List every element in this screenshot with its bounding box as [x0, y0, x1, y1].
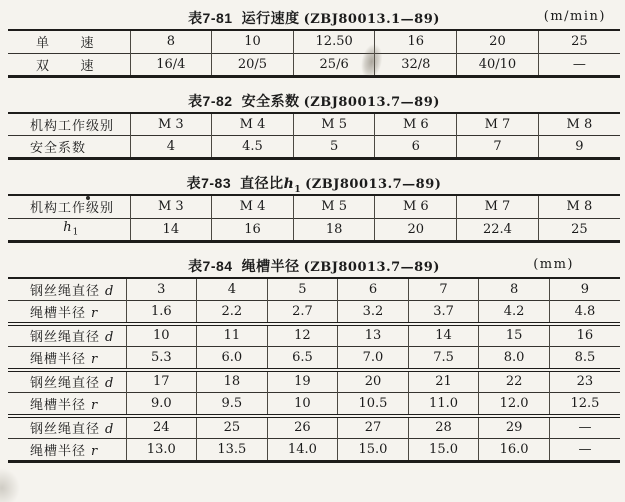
table-cell: 5.3	[126, 347, 197, 370]
table-row	[8, 218, 620, 241]
table-row	[8, 195, 620, 218]
table-cell: 16	[549, 324, 620, 347]
table-cell: 6.0	[197, 347, 268, 370]
table-cell: 16/4	[130, 53, 212, 76]
table-number: 表7-82	[188, 92, 233, 109]
row-label-text: 绳槽半径	[30, 305, 87, 321]
table-cell: 24	[126, 416, 197, 439]
table-cell: 4.2	[479, 301, 550, 324]
table-row	[8, 393, 620, 416]
table-cell: 21	[408, 370, 479, 393]
table-caption	[8, 91, 620, 108]
table-cell: 5	[267, 278, 338, 301]
row-label-char: 双	[36, 58, 50, 74]
table-rope-groove-radius	[8, 277, 620, 464]
row-label	[8, 113, 130, 136]
variable-base: r	[91, 305, 99, 321]
table-cell: M 5	[293, 195, 375, 218]
row-label-text: 钢丝绳直径	[30, 330, 101, 346]
table-row	[8, 136, 620, 159]
table-number: 表7-84	[188, 257, 233, 274]
variable-base: r	[91, 351, 99, 367]
row-label	[8, 136, 130, 159]
table-cell: 23	[549, 370, 620, 393]
table-cell: 14	[408, 324, 479, 347]
table-cell: M 3	[130, 113, 212, 136]
table-cell: 20	[375, 218, 457, 241]
row-label-char: 单	[36, 36, 50, 52]
table-cell: 4.8	[549, 301, 620, 324]
row-label	[8, 30, 130, 53]
table-cell: 27	[338, 416, 409, 439]
table-cell: 7.0	[338, 347, 409, 370]
table-cell: 4.5	[212, 136, 294, 159]
table-cell: 11.0	[408, 393, 479, 416]
table-cell: 7	[457, 136, 539, 159]
table-section-running-speed	[8, 8, 620, 78]
row-label-text: 机构工作级别	[30, 201, 115, 217]
standard-code: (ZBJ80013.7—89)	[305, 177, 442, 192]
table-cell: 40/10	[457, 53, 539, 76]
table-cell: 32/8	[375, 53, 457, 76]
table-cell: 20/5	[212, 53, 294, 76]
table-cell: 13	[338, 324, 409, 347]
table-row	[8, 416, 620, 439]
table-name-text: 直径比	[240, 175, 284, 191]
table-cell: 9.5	[197, 393, 268, 416]
table-cell: 3.2	[338, 301, 409, 324]
table-diameter-ratio	[8, 194, 620, 243]
table-cell: 9	[549, 278, 620, 301]
table-cell: 20	[457, 30, 539, 53]
table-cell: 8	[479, 278, 550, 301]
row-label-text: 绳槽半径	[30, 351, 87, 367]
row-label	[8, 278, 126, 301]
unit-label: (m/min)	[543, 9, 606, 24]
variable-base: r	[91, 444, 99, 459]
table-title	[8, 173, 620, 195]
variable-symbol	[105, 422, 114, 437]
table-cell: 9.0	[126, 393, 197, 416]
variable-symbol	[91, 352, 98, 367]
table-row	[8, 30, 620, 53]
table-cell: 12.0	[479, 393, 550, 416]
table-cell: M 4	[212, 113, 294, 136]
table-cell: M 8	[538, 113, 620, 136]
table-name-text: 运行速度	[241, 10, 300, 26]
table-cell: M 6	[375, 113, 457, 136]
variable-symbol	[283, 176, 302, 195]
table-cell: 10	[126, 324, 197, 347]
variable-base: h	[63, 220, 73, 236]
table-cell: M 4	[212, 195, 294, 218]
table-row	[8, 113, 620, 136]
table-cell: 6	[338, 278, 409, 301]
row-label-text: 钢丝绳直径	[30, 422, 101, 438]
table-cell: 13.5	[197, 439, 268, 462]
table-row	[8, 324, 620, 347]
table-row	[8, 301, 620, 324]
table-title	[8, 256, 620, 276]
table-cell: 16	[375, 30, 457, 53]
table-number: 表7-83	[186, 175, 232, 191]
row-label	[8, 301, 126, 324]
table-cell: 12	[267, 324, 338, 347]
table-section-diameter-ratio	[8, 173, 620, 243]
table-cell: 8	[130, 30, 212, 53]
variable-symbol	[105, 284, 114, 299]
table-cell: 18	[197, 370, 268, 393]
table-cell: 14.0	[267, 439, 338, 462]
table-cell: 10.5	[338, 393, 409, 416]
table-caption	[8, 173, 620, 195]
table-cell: 25/6	[293, 53, 375, 76]
row-label	[8, 53, 130, 76]
row-label-spread	[30, 32, 130, 51]
standard-code: (ZBJ80013.7—89)	[303, 94, 440, 110]
table-cell: —	[549, 439, 620, 462]
row-label	[8, 393, 126, 416]
row-label-text: 绳槽半径	[30, 444, 87, 459]
table-title	[8, 91, 620, 111]
row-label-spread	[30, 55, 130, 74]
table-cell: 18	[293, 218, 375, 241]
row-label	[8, 324, 126, 347]
table-cell: 3	[126, 278, 197, 301]
table-cell: —	[538, 53, 620, 76]
table-cell: 19	[267, 370, 338, 393]
standard-code: (ZBJ80013.1—89)	[303, 12, 440, 27]
table-row	[8, 347, 620, 370]
variable-base: d	[105, 330, 115, 346]
table-cell: 12.5	[549, 393, 620, 416]
table-section-rope-groove-radius	[8, 256, 620, 464]
row-label	[8, 416, 126, 439]
table-cell: 26	[267, 416, 338, 439]
table-name-text: 绳槽半径	[241, 257, 300, 274]
row-label-text: 绳槽半径	[30, 397, 87, 413]
table-row	[8, 278, 620, 301]
table-cell: —	[549, 416, 620, 439]
variable-base: h	[283, 176, 295, 192]
row-label-text: 钢丝绳直径	[30, 283, 101, 299]
table-number: 表7-81	[188, 10, 233, 26]
variable-symbol	[91, 398, 98, 413]
row-label-text: 机构工作级别	[30, 118, 115, 134]
table-cell: 10	[267, 393, 338, 416]
table-section-safety-factor	[8, 91, 620, 161]
table-cell: 6.5	[267, 347, 338, 370]
table-cell: 25	[197, 416, 268, 439]
table-running-speed	[8, 29, 620, 78]
table-cell: 8.0	[479, 347, 550, 370]
table-cell: 25	[538, 30, 620, 53]
table-cell: 12.50	[293, 30, 375, 53]
variable-base: d	[105, 376, 115, 392]
row-label-text: 钢丝绳直径	[30, 376, 101, 392]
table-row	[8, 439, 620, 462]
variable-base: r	[91, 397, 99, 413]
table-cell: 5	[293, 136, 375, 159]
table-cell: 22.4	[457, 218, 539, 241]
table-cell: 9	[538, 136, 620, 159]
table-cell: M 8	[538, 195, 620, 218]
standard-code: (ZBJ80013.7—89)	[303, 259, 440, 275]
ink-speck-artifact	[86, 196, 90, 200]
unit-label: (mm)	[533, 256, 574, 272]
variable-symbol	[91, 444, 98, 459]
table-caption	[8, 8, 620, 25]
variable-subscript: 1	[294, 184, 302, 195]
table-cell: 22	[479, 370, 550, 393]
variable-base: d	[105, 283, 115, 299]
table-cell: 2.2	[197, 301, 268, 324]
table-cell: 20	[338, 370, 409, 393]
table-cell: 7.5	[408, 347, 479, 370]
row-label	[8, 347, 126, 370]
table-cell: 7	[408, 278, 479, 301]
table-cell: 2.7	[267, 301, 338, 324]
row-label	[8, 218, 130, 241]
row-label	[8, 370, 126, 393]
row-label	[8, 439, 126, 462]
variable-subscript: 1	[72, 227, 80, 238]
table-cell: 25	[538, 218, 620, 241]
table-cell: 3.7	[408, 301, 479, 324]
table-cell: 15.0	[408, 439, 479, 462]
table-cell: M 6	[375, 195, 457, 218]
corner-smudge-artifact	[0, 468, 20, 502]
table-cell: 14	[130, 218, 212, 241]
variable-symbol	[105, 330, 114, 345]
table-cell: 4	[130, 136, 212, 159]
table-cell: 17	[126, 370, 197, 393]
variable-symbol	[105, 376, 114, 391]
table-cell: 6	[375, 136, 457, 159]
table-title	[8, 8, 620, 28]
table-cell: M 7	[457, 113, 539, 136]
variable-symbol	[91, 306, 98, 321]
table-cell: 16.0	[479, 439, 550, 462]
table-name-text: 安全系数	[241, 92, 300, 109]
table-cell: 15	[479, 324, 550, 347]
row-label	[8, 195, 130, 218]
table-cell: 4	[197, 278, 268, 301]
table-cell: 8.5	[549, 347, 620, 370]
table-row	[8, 370, 620, 393]
row-label-char: 速	[80, 36, 94, 52]
table-cell: 1.6	[126, 301, 197, 324]
row-label-text: 安全系数	[30, 141, 87, 156]
table-safety-factor	[8, 112, 620, 161]
table-cell: 15.0	[338, 439, 409, 462]
variable-symbol	[63, 220, 80, 238]
row-label-char: 速	[80, 58, 94, 74]
table-cell: M 5	[293, 113, 375, 136]
table-cell: 16	[212, 218, 294, 241]
table-cell: 28	[408, 416, 479, 439]
variable-base: d	[105, 422, 115, 438]
tables-container	[8, 8, 620, 463]
table-cell: 11	[197, 324, 268, 347]
table-cell: 13.0	[126, 439, 197, 462]
table-cell: M 3	[130, 195, 212, 218]
table-cell: M 7	[457, 195, 539, 218]
table-cell: 29	[479, 416, 550, 439]
table-caption	[8, 256, 620, 273]
table-cell: 10	[212, 30, 294, 53]
table-row	[8, 53, 620, 76]
